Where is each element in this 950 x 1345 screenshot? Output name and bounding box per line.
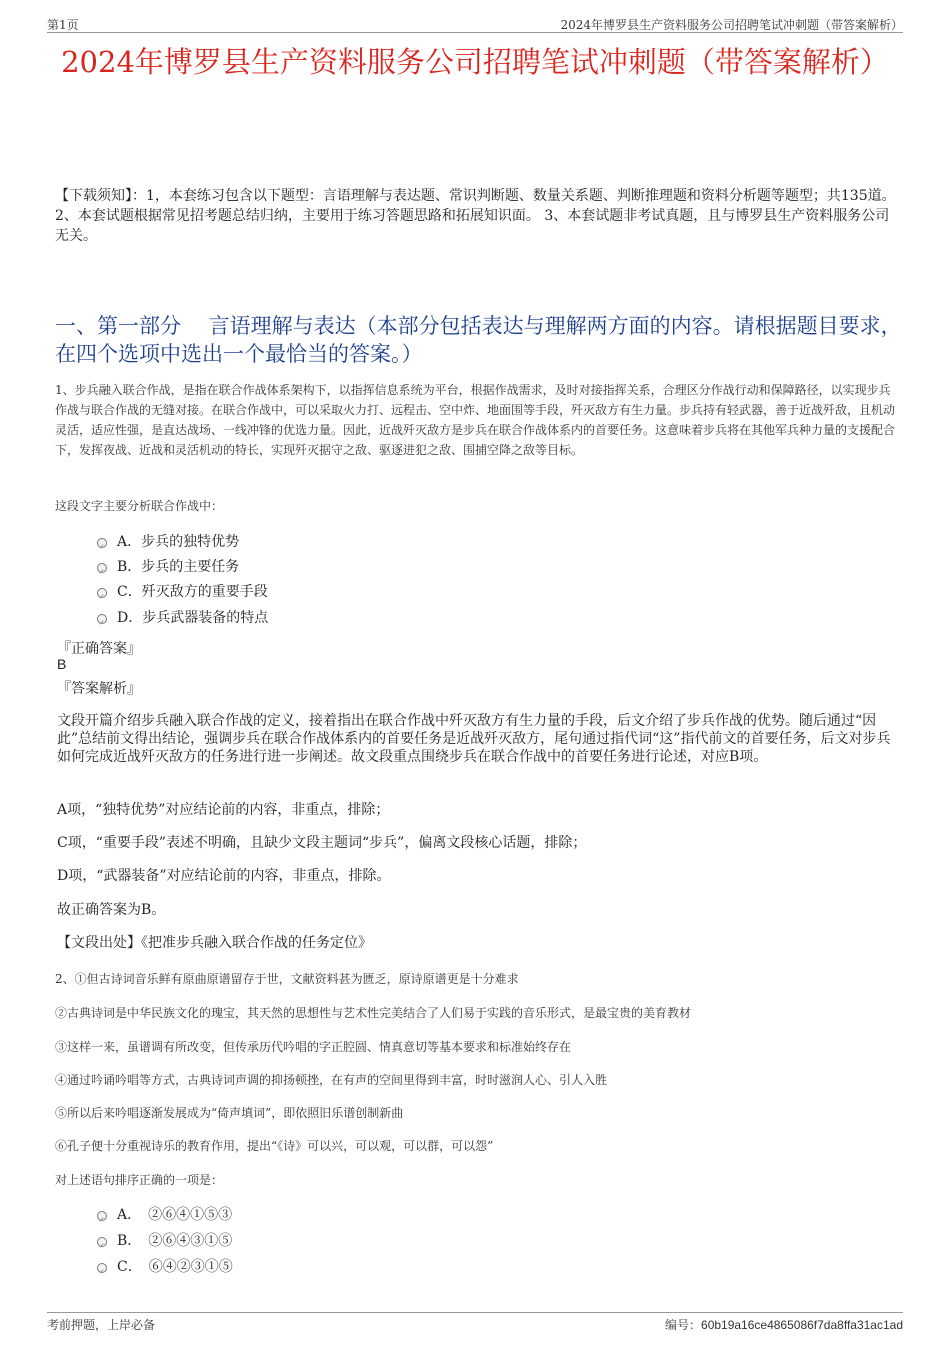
option-note-a: A项，“独特优势”对应结论前的内容，非重点，排除；: [57, 802, 390, 818]
option-label: C． ⑥④②③①⑤: [117, 1259, 233, 1275]
radio-icon[interactable]: [97, 538, 107, 548]
q2-sentence-6: ⑥孔子便十分重视诗乐的教育作用，提出“《诗》可以兴，可以观，可以群，可以怨”: [55, 1139, 494, 1153]
radio-icon[interactable]: [97, 1237, 107, 1247]
download-notice: 【下载须知】：1，本套练习包含以下题型：言语理解与表达题、常识判断题、数量关系题、判断推理题和资料分析题等题型；共135道。 2、本套试题根据常见招考题总结归纳，主要用于练习答题思路和拓展知识面。 3、本套试题非考试真题，且与博罗县生产资料服务公司无关。: [55, 188, 896, 244]
q2-sentence-2: ②古典诗词是中华民族文化的瑰宝，其天然的思想性与艺术性完美结合了人们易于实践的音乐形式，是最宝贵的美育教材: [55, 1006, 692, 1020]
page-footer: [47, 1312, 903, 1335]
page-header: [47, 14, 903, 33]
q2-sentence-3: ③这样一来，虽谱调有所改变，但传承历代吟唱的字正腔圆、情真意切等基本要求和标准始终存在: [55, 1040, 572, 1054]
q1-option-a[interactable]: [97, 532, 239, 552]
question-1-stem: 这段文字主要分析联合作战中：: [55, 499, 224, 513]
option-label: C．歼灭敌方的重要手段: [117, 584, 268, 600]
radio-icon[interactable]: [97, 563, 107, 573]
q2-sentence-4: ④通过吟诵吟唱等方式，古典诗词声调的抑扬顿挫，在有声的空间里得到丰富，时时滋润人心、引人入胜: [55, 1073, 608, 1087]
q1-option-d[interactable]: [97, 608, 268, 628]
question-2-stem: 对上述语句排序正确的一项是：: [55, 1173, 224, 1187]
option-label: D．步兵武器装备的特点: [117, 610, 269, 626]
answer-value: B: [57, 656, 67, 672]
radio-icon[interactable]: [97, 614, 107, 624]
source-citation: 【文段出处】《把准步兵融入联合作战的任务定位》: [57, 935, 372, 951]
q1-option-b[interactable]: [97, 557, 239, 577]
q2-option-c[interactable]: [97, 1257, 233, 1277]
page-title: 2024年博罗县生产资料服务公司招聘笔试冲刺题（带答案解析）: [61, 45, 889, 79]
option-label: B．步兵的主要任务: [117, 559, 240, 575]
q2-option-a[interactable]: [97, 1205, 232, 1225]
q1-option-c[interactable]: [97, 582, 268, 602]
q2-sentence-1: 2、①但古诗词音乐鲜有原曲原谱留存于世，文献资料甚为匮乏，原诗原谱更是十分难求: [55, 972, 519, 986]
option-note-c: C项，“重要手段”表述不明确，且缺少文段主题词“步兵”，偏离文段核心话题，排除；: [57, 835, 587, 851]
q2-sentence-5: ⑤所以后来吟唱逐渐发展成为“倚声填词”，即依照旧乐谱创制新曲: [55, 1106, 404, 1120]
option-label: A． ②⑥④①⑤③: [117, 1207, 233, 1223]
conclusion: 故正确答案为B。: [57, 902, 166, 918]
option-note-d: D项，“武器装备”对应结论前的内容，非重点，排除。: [57, 868, 391, 884]
question-1-text: 1、步兵融入联合作战，是指在联合作战体系架构下，以指挥信息系统为平台，根据作战需求，及时对接指挥关系，合理区分作战行动和保障路径，以实现步兵作战与联合作战的无缝对接。在联合作战中，可以采取火力打、远程击、空中炸、地面围等手段，歼灭敌方有生力量。步兵持有轻武器，善于近战歼敌，且机动灵活，适应性强，是直达战场、一线冲锋的优选力量。因此，近战歼灭敌方是步兵在联合作战体系内的首要任务。这意味着步兵将在其他军兵种力量的支援配合下，发挥夜战、近战和灵活机动的特长，实现歼灭据守之敌、驱逐进犯之敌、围捕空降之敌等目标。: [55, 383, 896, 457]
analysis-text: 文段开篇介绍步兵融入联合作战的定义，接着指出在联合作战中歼灭敌方有生力量的手段，后文介绍了步兵作战的优势。随后通过“因此”总结前文得出结论，强调步兵在联合作战体系内的首要任务是近战歼灭敌方，尾句通过指代词“这”指代前文的首要任务，后文对步兵如何完成近战歼灭敌方的任务进行进一步阐述。故文段重点围绕步兵在联合作战中的首要任务进行论述，对应B项。: [57, 713, 891, 765]
footer-code: [665, 1316, 903, 1333]
analysis-label: 『答案解析』: [57, 681, 141, 697]
header-doc-title: 2024年博罗县生产资料服务公司招聘笔试冲刺题（带答案解析）: [560, 18, 903, 32]
page-number: 第1页: [47, 18, 79, 32]
radio-icon[interactable]: [97, 1211, 107, 1221]
option-label: A．步兵的独特优势: [117, 534, 240, 550]
code-label: 编号：: [665, 1318, 702, 1332]
q2-option-b[interactable]: [97, 1231, 232, 1251]
radio-icon[interactable]: [97, 1263, 107, 1273]
footer-slogan: 考前押题，上岸必备: [47, 1318, 156, 1332]
section-heading: 一、第一部分 言语理解与表达（本部分包括表达与理解两方面的内容。请根据题目要求，在四个选项中选出一个最恰当的答案。）: [55, 314, 902, 366]
answer-label: 『正确答案』: [57, 641, 141, 657]
option-label: B． ②⑥④③①⑤: [117, 1233, 233, 1249]
code-value: 60b19a16ce4865086f7da8ffa31ac1ad: [701, 1318, 903, 1332]
radio-icon[interactable]: [97, 588, 107, 598]
